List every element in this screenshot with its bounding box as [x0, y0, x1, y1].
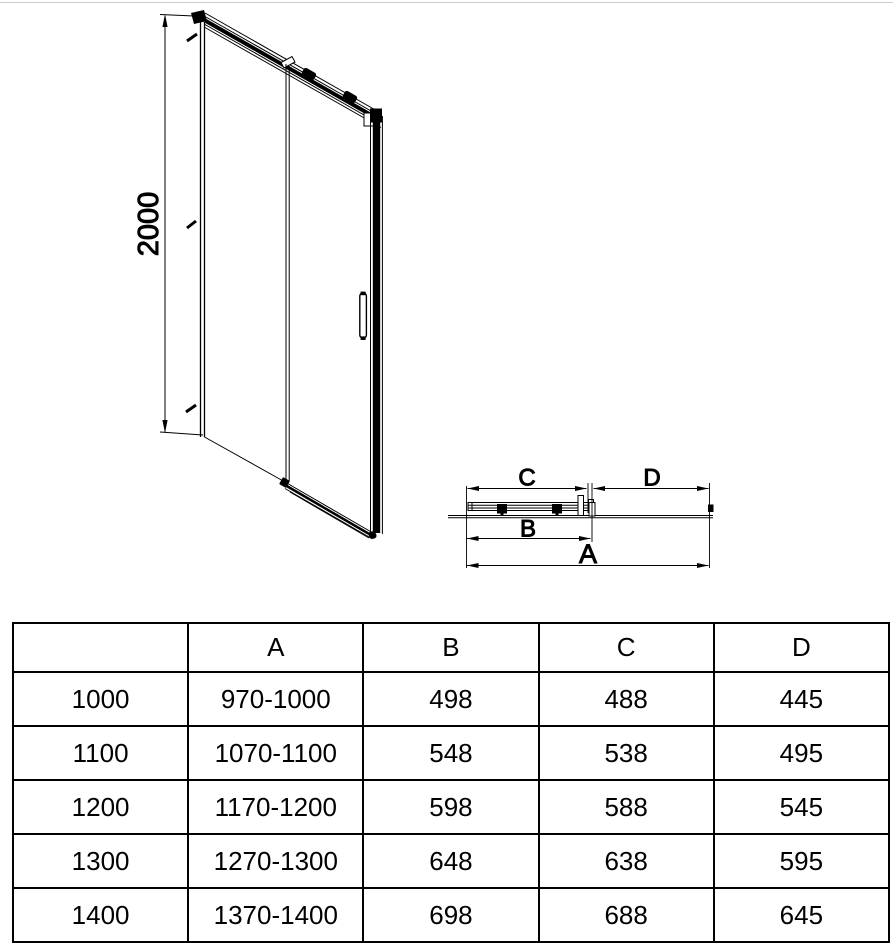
plan-view-drawing: [448, 465, 714, 570]
table-header-cell: [13, 623, 188, 672]
table-cell: 538: [539, 726, 714, 780]
table-header-cell: C: [539, 623, 714, 672]
table-row: [13, 780, 889, 834]
table-cell: 488: [539, 672, 714, 726]
table-cell: 648: [363, 834, 538, 888]
table-cell: 638: [539, 834, 714, 888]
wall-bracket: [708, 505, 714, 513]
dim-D-label: D: [643, 464, 661, 492]
table-cell: 1270-1300: [188, 834, 363, 888]
door-handle: [360, 292, 367, 340]
dim-D: [594, 465, 709, 492]
table-cell: 495: [714, 726, 889, 780]
bottom-rail: [279, 477, 378, 540]
roller-icon: [552, 504, 562, 514]
arrow-right-icon: [575, 486, 587, 491]
height-dim-label: 2000: [133, 191, 165, 257]
table-cell: 1100: [13, 726, 188, 780]
arrow-right-icon: [697, 563, 709, 568]
table-cell: 1000: [13, 672, 188, 726]
dim-A-label: A: [578, 539, 598, 569]
end-profile: [578, 496, 584, 516]
table-row: [13, 726, 889, 780]
table-cell: 1300: [13, 834, 188, 888]
table-cell: 548: [363, 726, 538, 780]
dim-B-label: B: [519, 515, 537, 543]
table-header-row: [13, 623, 889, 672]
table-header-cell: A: [188, 623, 363, 672]
size-table: [12, 622, 890, 943]
table-cell: 498: [363, 672, 538, 726]
size-table-header: [13, 623, 889, 672]
table-cell: 645: [714, 888, 889, 942]
roller-icon: [497, 504, 507, 514]
rail-assembly: [468, 496, 714, 517]
dim-C-label: C: [518, 464, 536, 492]
table-cell: 688: [539, 888, 714, 942]
table-cell: 698: [363, 888, 538, 942]
table-row: [13, 888, 889, 942]
table-row: [13, 834, 889, 888]
wall-profile: [186, 10, 207, 437]
wall-clip-icon: [187, 221, 196, 228]
table-cell: 545: [714, 780, 889, 834]
wall-clip-icon: [186, 405, 196, 412]
panel-edges: [205, 64, 290, 482]
arrow-left-icon: [468, 486, 480, 491]
size-table-body: [13, 672, 889, 942]
arrow-up-icon: [162, 14, 167, 27]
dim-A: [467, 539, 709, 569]
table-row: [13, 672, 889, 726]
top-track: [205, 13, 382, 128]
front-view-drawing: [133, 10, 382, 540]
arrow-down-icon: [162, 420, 167, 433]
wall-clip-icon: [187, 34, 197, 41]
table-cell: 588: [539, 780, 714, 834]
table-cell: 1070-1100: [188, 726, 363, 780]
table-cell: 1200: [13, 780, 188, 834]
door-stile: [371, 110, 383, 534]
arrow-left-icon: [467, 563, 479, 568]
table-header-cell: D: [714, 623, 889, 672]
dim-C: [468, 465, 587, 492]
table-header-cell: B: [363, 623, 538, 672]
arrow-left-icon: [467, 536, 479, 541]
table-cell: 595: [714, 834, 889, 888]
table-cell: 1170-1200: [188, 780, 363, 834]
arrow-right-icon: [697, 486, 709, 491]
table-cell: 598: [363, 780, 538, 834]
table-cell: 1370-1400: [188, 888, 363, 942]
table-cell: 1400: [13, 888, 188, 942]
dim-B: [467, 516, 591, 543]
table-cell: 970-1000: [188, 672, 363, 726]
table-cell: 445: [714, 672, 889, 726]
arrow-left-icon: [594, 486, 606, 491]
